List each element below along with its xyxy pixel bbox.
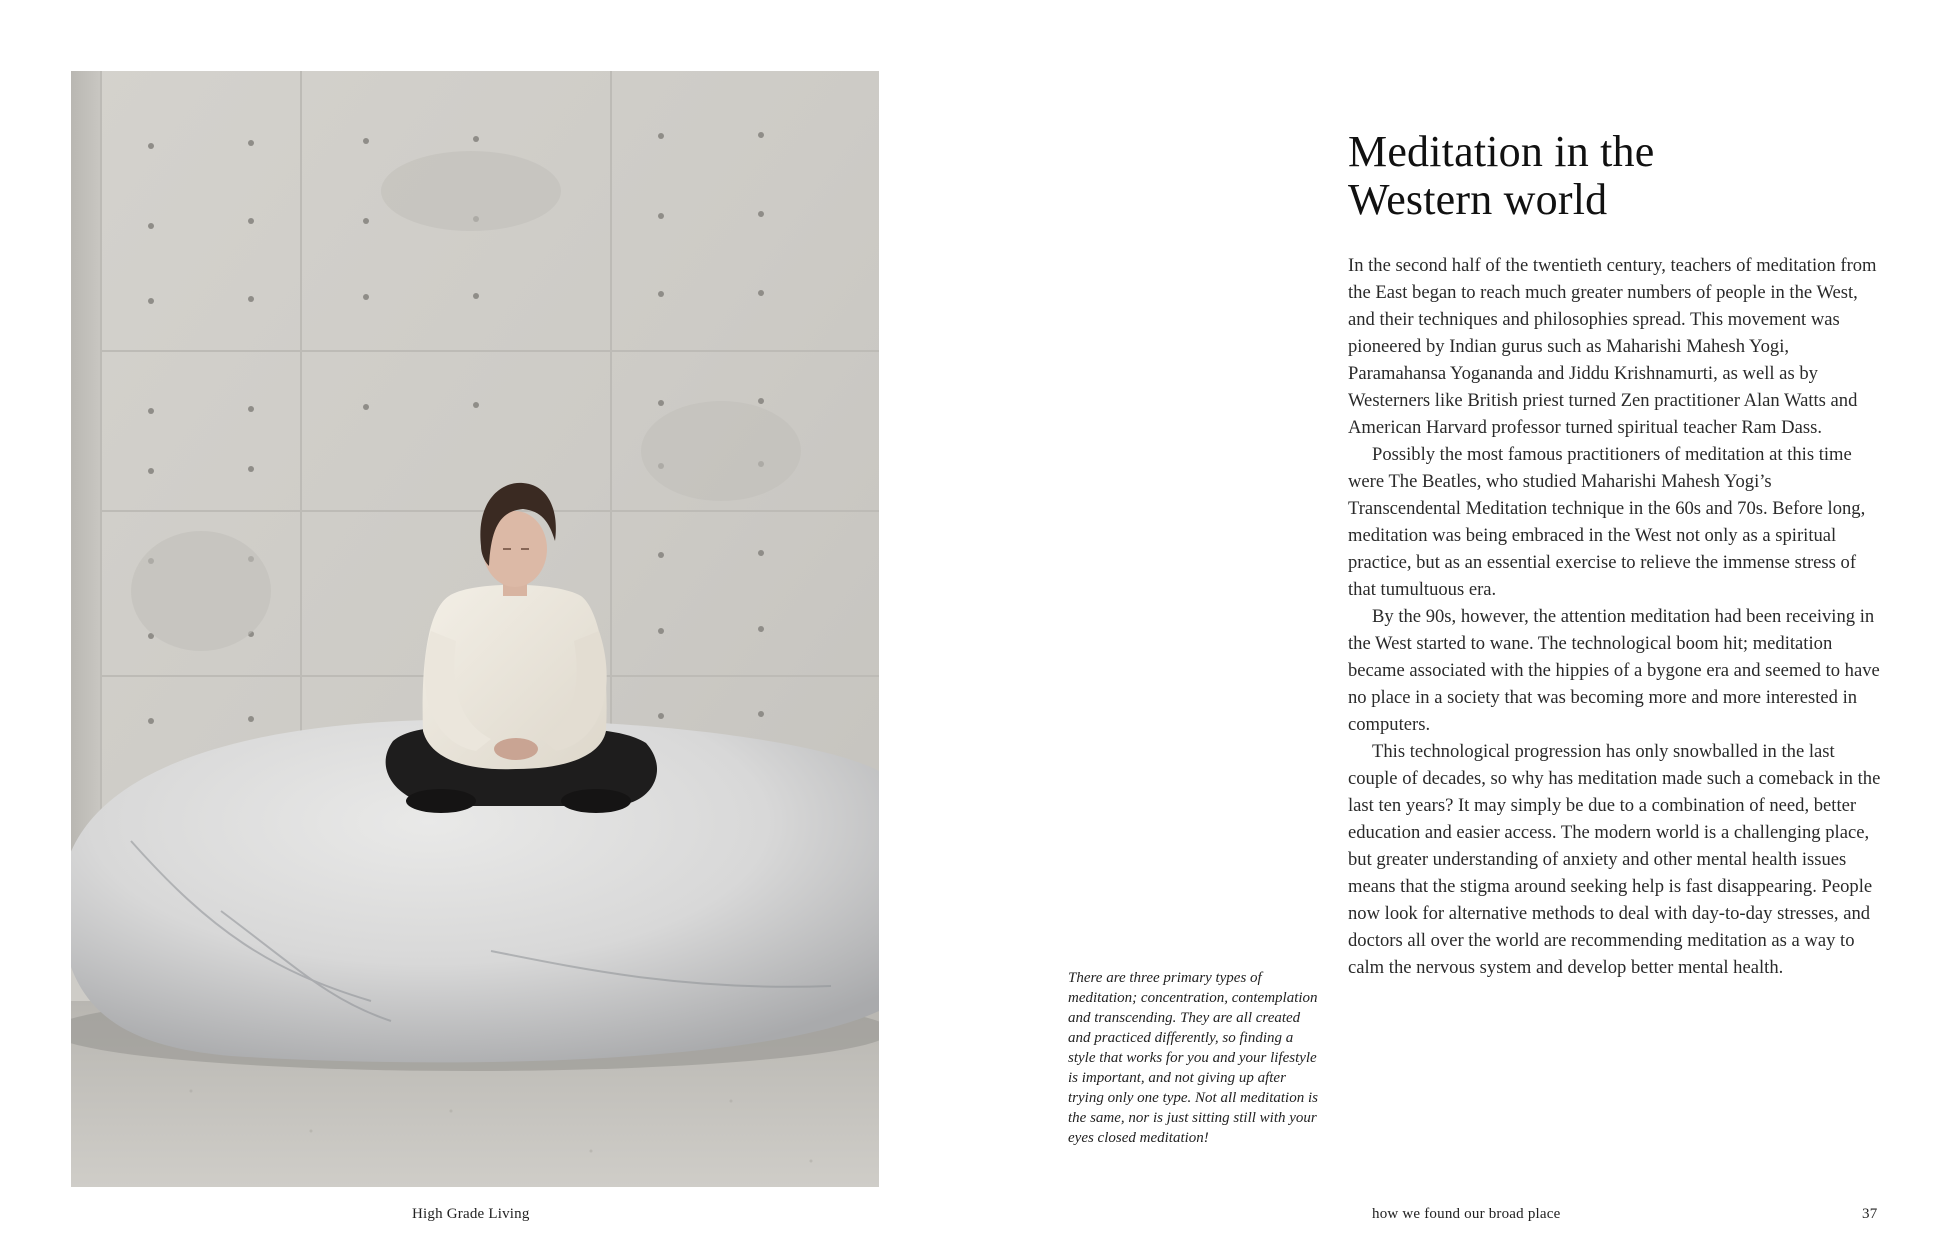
page-number: 37 xyxy=(1862,1206,1878,1222)
meditation-photo xyxy=(71,71,879,1187)
article-paragraph: In the second half of the twentieth century, teachers of meditation from the East began to reach much greater numbers of people in the West, and their techniques and philosophies spread. This movement was pioneered by Indian gurus such as Maharishi Mahesh Yogi, Paramahansa Yogananda and Jiddu Krishnamurti, as well as by Westerners like British priest turned Zen practitioner Alan Watts and American Harvard professor turned spiritual teacher Ram Dass. xyxy=(1348,255,1877,438)
footer-chapter-title: how we found our broad place xyxy=(1372,1206,1561,1222)
pull-quote-caption: There are three primary types of meditation; concentration, contemplation and transcending. They are all created and practiced differently, so finding a style that works for you and your lifestyle is important, and not giving up after trying only one type. Not all meditation is the same, nor is just sitting still with your eyes closed meditation! xyxy=(1068,970,1318,1146)
article-body xyxy=(1348,252,1884,981)
article-paragraph: This technological progression has only snowballed in the last couple of decades, so why has meditation made such a comeback in the last ten years? It may simply be due to a combination of need, better education and easier access. The modern world is a challenging place, but greater understanding of anxiety and other mental health issues means that the stigma around seeking help is fast disappearing. People now look for alternative methods to deal with day-to-day stresses, and doctors all over the world are recommending meditation as a way to calm the nervous system and develop better mental health. xyxy=(1348,741,1881,978)
article-title: Meditation in the Western world xyxy=(1348,127,1655,224)
article-paragraph: Possibly the most famous practitioners of meditation at this time were The Beatles, who studied Maharishi Mahesh Yogi’s Transcendental Meditation technique in the 60s and 70s. Before long, meditation was being embraced in the West not only as a spiritual practice, but as an essential exercise to relieve the immense stress of that tumultuous era. xyxy=(1348,444,1866,600)
footer-book-title: High Grade Living xyxy=(412,1206,530,1222)
article-paragraph: By the 90s, however, the attention meditation had been receiving in the West started to wane. The technological boom hit; meditation became associated with the hippies of a bygone era and seemed to have no place in a society that was becoming more and more interested in computers. xyxy=(1348,606,1880,735)
photo-woman-meditating-on-stone-icon xyxy=(71,71,879,1187)
article xyxy=(1348,128,1884,981)
